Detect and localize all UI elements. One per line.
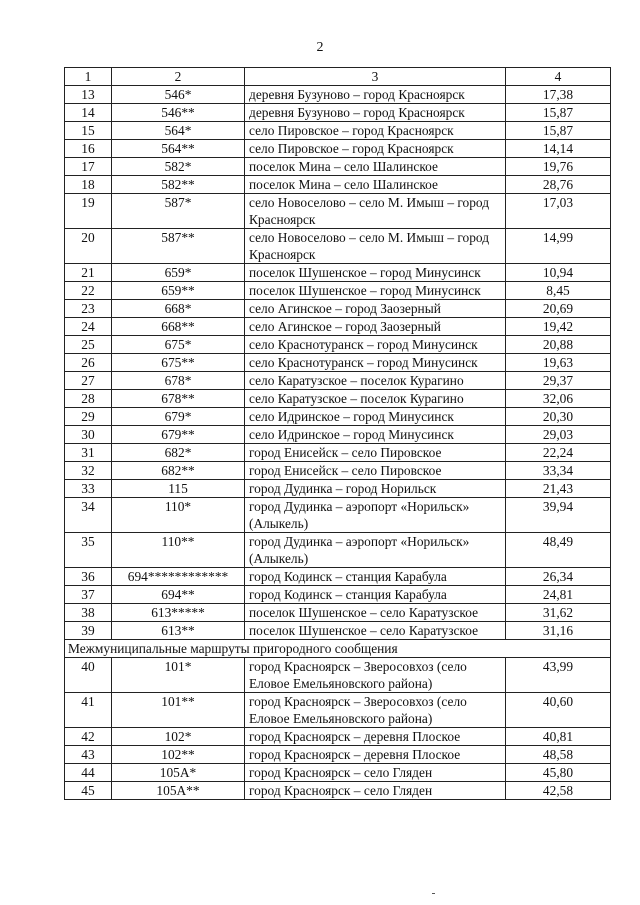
table-row <box>65 140 611 158</box>
route-description-cell: село Пировское – город Красноярск <box>245 122 506 140</box>
table-row <box>65 300 611 318</box>
table-row <box>65 176 611 194</box>
route-description-cell: город Кодинск – станция Карабула <box>245 586 506 604</box>
table-row <box>65 622 611 640</box>
row-number-cell: 23 <box>65 300 112 318</box>
route-number-cell: 102** <box>112 746 245 764</box>
fare-cell: 10,94 <box>506 264 611 282</box>
section-row <box>65 640 611 658</box>
route-number-cell: 587** <box>112 229 245 264</box>
route-number-cell: 582** <box>112 176 245 194</box>
route-number-cell: 101** <box>112 693 245 728</box>
route-number-cell: 613***** <box>112 604 245 622</box>
row-number-cell: 18 <box>65 176 112 194</box>
route-description-cell: село Краснотуранск – город Минусинск <box>245 336 506 354</box>
row-number-cell: 38 <box>65 604 112 622</box>
fare-cell: 20,30 <box>506 408 611 426</box>
fare-cell: 42,58 <box>506 782 611 800</box>
row-number-cell: 35 <box>65 533 112 568</box>
table-row <box>65 568 611 586</box>
table-row <box>65 354 611 372</box>
route-number-cell: 613** <box>112 622 245 640</box>
row-number-cell: 21 <box>65 264 112 282</box>
route-description-cell: поселок Мина – село Шалинское <box>245 158 506 176</box>
route-description-cell: село Новоселово – село М. Имыш – город Красноярск <box>245 229 506 264</box>
route-number-cell: 678** <box>112 390 245 408</box>
fare-cell: 21,43 <box>506 480 611 498</box>
route-number-cell: 102* <box>112 728 245 746</box>
route-description-cell: поселок Мина – село Шалинское <box>245 176 506 194</box>
route-number-cell: 679** <box>112 426 245 444</box>
table-row <box>65 194 611 229</box>
route-number-cell: 105А** <box>112 782 245 800</box>
fare-cell: 15,87 <box>506 104 611 122</box>
route-number-cell: 564** <box>112 140 245 158</box>
route-description-cell: деревня Бузуново – город Красноярск <box>245 86 506 104</box>
fare-cell: 39,94 <box>506 498 611 533</box>
route-description-cell: село Агинское – город Заозерный <box>245 300 506 318</box>
page-number: 2 <box>316 40 324 55</box>
row-number-cell: 36 <box>65 568 112 586</box>
table-row <box>65 444 611 462</box>
route-number-cell: 115 <box>112 480 245 498</box>
route-description-cell: село Идринское – город Минусинск <box>245 408 506 426</box>
route-number-cell: 682** <box>112 462 245 480</box>
route-number-cell: 101* <box>112 658 245 693</box>
route-number-cell: 668* <box>112 300 245 318</box>
table-row <box>65 229 611 264</box>
fare-cell: 32,06 <box>506 390 611 408</box>
fare-cell: 19,76 <box>506 158 611 176</box>
fare-cell: 20,88 <box>506 336 611 354</box>
route-description-cell: село Каратузское – поселок Курагино <box>245 372 506 390</box>
table-row <box>65 122 611 140</box>
table-row <box>65 604 611 622</box>
table-row <box>65 336 611 354</box>
row-number-cell: 40 <box>65 658 112 693</box>
route-number-cell: 679* <box>112 408 245 426</box>
route-description-cell: город Красноярск – село Гляден <box>245 764 506 782</box>
fare-cell: 8,45 <box>506 282 611 300</box>
route-number-cell: 105А* <box>112 764 245 782</box>
fare-cell: 31,16 <box>506 622 611 640</box>
route-description-cell: село Каратузское – поселок Курагино <box>245 390 506 408</box>
table-row <box>65 264 611 282</box>
route-number-cell: 659* <box>112 264 245 282</box>
route-description-cell: село Пировское – город Красноярск <box>245 140 506 158</box>
route-description-cell: село Агинское – город Заозерный <box>245 318 506 336</box>
fare-cell: 28,76 <box>506 176 611 194</box>
table-row <box>65 586 611 604</box>
row-number-cell: 17 <box>65 158 112 176</box>
routes-table <box>64 67 611 800</box>
table-row <box>65 86 611 104</box>
column-header: 1 <box>65 68 112 86</box>
row-number-cell: 43 <box>65 746 112 764</box>
table-row <box>65 782 611 800</box>
table-row <box>65 480 611 498</box>
fare-cell: 19,42 <box>506 318 611 336</box>
route-number-cell: 675** <box>112 354 245 372</box>
column-header: 4 <box>506 68 611 86</box>
route-number-cell: 582* <box>112 158 245 176</box>
fare-cell: 40,81 <box>506 728 611 746</box>
table-row <box>65 408 611 426</box>
row-number-cell: 24 <box>65 318 112 336</box>
row-number-cell: 20 <box>65 229 112 264</box>
row-number-cell: 31 <box>65 444 112 462</box>
route-description-cell: поселок Шушенское – город Минусинск <box>245 264 506 282</box>
fare-cell: 14,14 <box>506 140 611 158</box>
route-number-cell: 682* <box>112 444 245 462</box>
table-header-row <box>65 68 611 86</box>
route-description-cell: село Идринское – город Минусинск <box>245 426 506 444</box>
row-number-cell: 32 <box>65 462 112 480</box>
table-row <box>65 390 611 408</box>
route-description-cell: поселок Шушенское – село Каратузское <box>245 622 506 640</box>
routes-table-body <box>65 68 611 800</box>
fare-cell: 19,63 <box>506 354 611 372</box>
row-number-cell: 28 <box>65 390 112 408</box>
fare-cell: 15,87 <box>506 122 611 140</box>
route-description-cell: город Дудинка – аэропорт «Норильск» (Алыкель) <box>245 498 506 533</box>
route-description-cell: город Красноярск – Зверосовхоз (село Еловое Емельяновского района) <box>245 658 506 693</box>
route-number-cell: 546* <box>112 86 245 104</box>
table-row <box>65 372 611 390</box>
fare-cell: 14,99 <box>506 229 611 264</box>
row-number-cell: 27 <box>65 372 112 390</box>
route-number-cell: 678* <box>112 372 245 390</box>
scan-mark <box>432 893 435 894</box>
row-number-cell: 16 <box>65 140 112 158</box>
route-description-cell: город Красноярск – село Гляден <box>245 782 506 800</box>
fare-cell: 40,60 <box>506 693 611 728</box>
route-number-cell: 668** <box>112 318 245 336</box>
row-number-cell: 26 <box>65 354 112 372</box>
table-row <box>65 462 611 480</box>
fare-cell: 22,24 <box>506 444 611 462</box>
table-row <box>65 498 611 533</box>
row-number-cell: 29 <box>65 408 112 426</box>
fare-cell: 17,03 <box>506 194 611 229</box>
route-number-cell: 546** <box>112 104 245 122</box>
route-description-cell: город Кодинск – станция Карабула <box>245 568 506 586</box>
row-number-cell: 25 <box>65 336 112 354</box>
row-number-cell: 13 <box>65 86 112 104</box>
table-row <box>65 693 611 728</box>
fare-cell: 24,81 <box>506 586 611 604</box>
table-row <box>65 104 611 122</box>
route-description-cell: город Красноярск – деревня Плоское <box>245 746 506 764</box>
route-number-cell: 694************ <box>112 568 245 586</box>
row-number-cell: 15 <box>65 122 112 140</box>
column-header: 3 <box>245 68 506 86</box>
route-number-cell: 659** <box>112 282 245 300</box>
table-row <box>65 158 611 176</box>
fare-cell: 48,49 <box>506 533 611 568</box>
table-row <box>65 533 611 568</box>
table-row <box>65 728 611 746</box>
table-row <box>65 764 611 782</box>
fare-cell: 17,38 <box>506 86 611 104</box>
route-description-cell: город Красноярск – Зверосовхоз (село Еловое Емельяновского района) <box>245 693 506 728</box>
row-number-cell: 37 <box>65 586 112 604</box>
row-number-cell: 30 <box>65 426 112 444</box>
fare-cell: 29,37 <box>506 372 611 390</box>
route-description-cell: город Дудинка – аэропорт «Норильск» (Алыкель) <box>245 533 506 568</box>
fare-cell: 20,69 <box>506 300 611 318</box>
fare-cell: 45,80 <box>506 764 611 782</box>
row-number-cell: 44 <box>65 764 112 782</box>
row-number-cell: 42 <box>65 728 112 746</box>
row-number-cell: 39 <box>65 622 112 640</box>
route-number-cell: 675* <box>112 336 245 354</box>
route-description-cell: город Дудинка – город Норильск <box>245 480 506 498</box>
fare-cell: 29,03 <box>506 426 611 444</box>
route-description-cell: город Енисейск – село Пировское <box>245 444 506 462</box>
row-number-cell: 19 <box>65 194 112 229</box>
route-number-cell: 587* <box>112 194 245 229</box>
route-number-cell: 110* <box>112 498 245 533</box>
row-number-cell: 41 <box>65 693 112 728</box>
fare-cell: 48,58 <box>506 746 611 764</box>
table-row <box>65 746 611 764</box>
route-description-cell: поселок Шушенское – город Минусинск <box>245 282 506 300</box>
route-description-cell: село Краснотуранск – город Минусинск <box>245 354 506 372</box>
route-number-cell: 110** <box>112 533 245 568</box>
route-description-cell: село Новоселово – село М. Имыш – город Красноярск <box>245 194 506 229</box>
section-title: Межмуниципальные маршруты пригородного сообщения <box>65 640 611 658</box>
route-number-cell: 564* <box>112 122 245 140</box>
row-number-cell: 34 <box>65 498 112 533</box>
table-row <box>65 426 611 444</box>
fare-cell: 43,99 <box>506 658 611 693</box>
route-description-cell: город Красноярск – деревня Плоское <box>245 728 506 746</box>
route-description-cell: деревня Бузуново – город Красноярск <box>245 104 506 122</box>
row-number-cell: 22 <box>65 282 112 300</box>
fare-cell: 31,62 <box>506 604 611 622</box>
table-row <box>65 318 611 336</box>
route-description-cell: поселок Шушенское – село Каратузское <box>245 604 506 622</box>
column-header: 2 <box>112 68 245 86</box>
row-number-cell: 45 <box>65 782 112 800</box>
row-number-cell: 14 <box>65 104 112 122</box>
table-row <box>65 658 611 693</box>
fare-cell: 33,34 <box>506 462 611 480</box>
table-row <box>65 282 611 300</box>
route-description-cell: город Енисейск – село Пировское <box>245 462 506 480</box>
row-number-cell: 33 <box>65 480 112 498</box>
fare-cell: 26,34 <box>506 568 611 586</box>
route-number-cell: 694** <box>112 586 245 604</box>
